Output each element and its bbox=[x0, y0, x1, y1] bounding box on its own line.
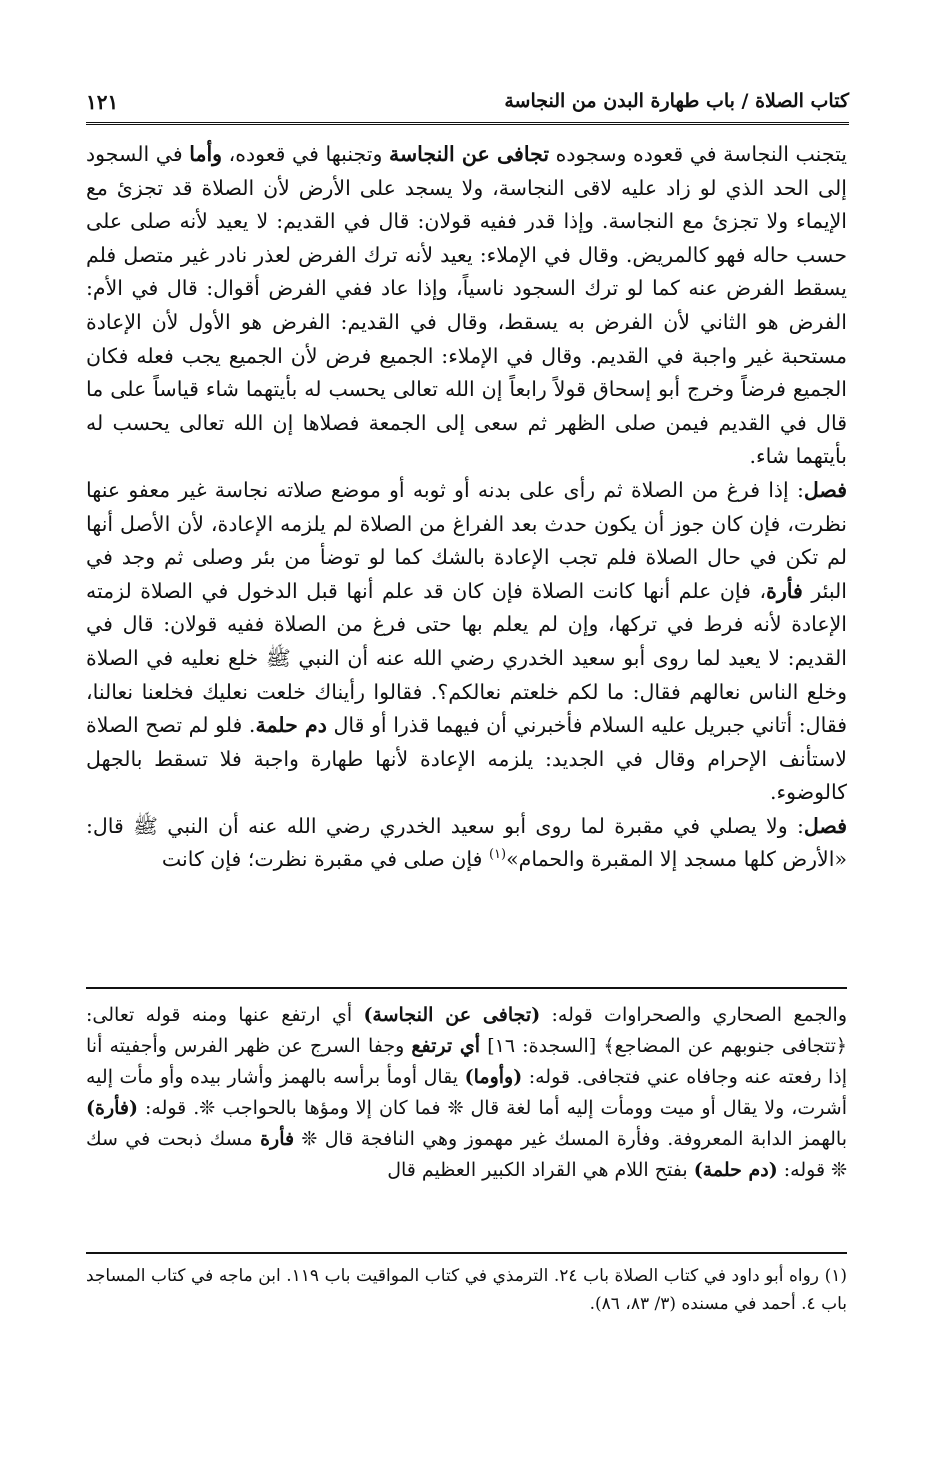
text-run: : إذا فرغ من الصلاة ثم رأى على بدنه أو ثوبه أو موضع صلاته نجاسة غير معفو عنها نظرت، فإن كان جوز أن يكون حدث بعد الفراغ من الصلاة لم يلزمه الإعادة، لأن الأصل أنها لم تكن في حال الصلاة فلم تجب الإعادة بالشك كما لو توضأ من بئر وصلى ثم وجد في البئر bbox=[86, 477, 847, 603]
footnote-text: رواه أبو داود في كتاب الصلاة باب ٢٤. الترمذي في كتاب المواقيت باب ١١٩. ابن ماجه في كتاب المساجد باب ٤. أحمد في مسنده (٣/ ٨٣، ٨٦). bbox=[86, 1266, 847, 1314]
bold-term: (دم حلمة) bbox=[693, 1159, 778, 1181]
text-run: مسك ذبحت في سك ❊ قوله: bbox=[86, 1128, 847, 1181]
page-number: ١٢١ bbox=[86, 90, 119, 114]
page-header bbox=[86, 86, 849, 122]
section-marker: فصل bbox=[803, 813, 847, 838]
footnote-number: (١) bbox=[824, 1266, 847, 1286]
text-run: ، فإن علم أنها كانت الصلاة فإن كان قد علم أنها قبل الدخول في الصلاة لزمته الإعادة لأنه فرط في تركها، وإن لم يعلم بها حتى فرغ من الصلاة ففيه قولان: قال في القديم: لا يعيد لما روى أبو سعيد الخدري رضي الله عنه أن النبي ﷺ خلع نعليه في الصلاة وخلع الناس نعالهم فقال: ما لكم خلعتم نعالكم؟. فقالوا رأيناك خلعت نعليك فخلعنا نعالنا، فقال: أتاني جبريل عليه السلام فأخبرني أن فيهما قذرا أو قال bbox=[86, 578, 847, 738]
paragraph-1 bbox=[86, 138, 847, 474]
bold-term: (تجافى عن النجاسة) bbox=[363, 1004, 541, 1026]
bold-term: أي ترتفع bbox=[411, 1035, 481, 1057]
bold-term: تجافى عن النجاسة bbox=[388, 142, 550, 166]
footnote-reference[interactable]: (١) bbox=[488, 847, 507, 863]
text-run: والجمع الصحاري والصحراوات قوله: bbox=[540, 1004, 847, 1026]
text-run: بفتح اللام هي القراد الكبير العظيم قال bbox=[387, 1159, 694, 1181]
footnotes bbox=[86, 1262, 847, 1318]
bold-term: فأرة bbox=[766, 578, 803, 603]
bold-term: دم حلمة bbox=[255, 713, 327, 738]
bold-term: (وأوما) bbox=[464, 1066, 523, 1088]
paragraph-3 bbox=[86, 810, 847, 877]
text-run: : ولا يصلي في مقبرة لما روى أبو سعيد الخدري رضي الله عنه أن النبي ﷺ قال: «الأرض كلها مسجد إلا المقبرة والحمام» bbox=[86, 813, 847, 872]
commentary-divider bbox=[86, 987, 847, 989]
commentary-notes bbox=[86, 1000, 847, 1186]
text-run: وتجنبها في قعوده، bbox=[222, 142, 389, 166]
text-run: يقال أومأ برأسه بالهمز وأشار بيده وأو مأت إليه أشرت، ولا يقال أو ميت وومأت إليه أما لغة قال ❊ فما كان إلا ومؤها بالحواجب ❊. قوله: bbox=[86, 1066, 847, 1119]
text-run: وجفا السرج عن ظهر الفرس وأجفيته أنا إذا رفعته عنه وجافاه عني فتجافى. قوله: bbox=[86, 1035, 847, 1088]
bold-term: وأما bbox=[189, 142, 223, 166]
section-marker: فصل bbox=[803, 477, 847, 502]
text-run: أي ارتفع عنها ومنه قوله تعالى: ﴿تتجافى جنوبهم عن المضاجع﴾ [السجدة: ١٦] bbox=[86, 1004, 847, 1057]
text-run: بالهمز الدابة المعروفة. وفأرة المسك غير مهموز وهي النافجة قال ❊ bbox=[294, 1128, 847, 1150]
commentary-paragraph bbox=[86, 1000, 847, 1186]
footnote-1 bbox=[86, 1262, 847, 1318]
text-run: في السجود إلى الحد الذي لو زاد عليه لاقى النجاسة، ولا يسجد على الأرض لأن الصلاة قد تجزئ مع الإيماء ولا تجزئ مع النجاسة. وإذا قدر ففيه قولان: قال في القديم: لا يعيد لأنه صلى على حسب حاله فهو كالمريض. وقال في الإملاء: يعيد لأنه ترك الفرض لعذر نادر غير متصل فلم يسقط الفرض عنه كما لو ترك السجود ناسياً، وإذا عاد ففي الفرض أقوال: قال في الأم: الفرض هو الثاني لأن الفرض به يسقط، وقال في القديم: الفرض هو الأول لأن الإعادة مستحبة غير واجبة في القديم. وقال في الإملاء: الجميع فرض لأن الجميع يجب فعله فكان الجميع فرضاً وخرج أبو إسحاق قولاً رابعاً إن الله تعالى يحسب له بأيتهما شاء قياساً على ما قال في القديم فيمن صلى الظهر ثم سعى إلى الجمعة فصلاها إن الله تعالى يحسب له بأيتهما شاء. bbox=[86, 142, 847, 469]
text-run: . فلو لم تصح الصلاة لاستأنف الإحرام وقال في الجديد: يلزمه الإعادة لأنها طهارة واجبة فلا تسقط بالجهل كالوضوء. bbox=[86, 713, 847, 805]
paragraph-2 bbox=[86, 474, 847, 810]
bold-term: فأرة bbox=[260, 1128, 295, 1150]
text-run: فإن صلى في مقبرة نظرت؛ فإن كانت bbox=[161, 847, 489, 872]
text-run: يتجنب النجاسة في قعوده وسجوده bbox=[549, 142, 847, 166]
main-text bbox=[86, 138, 847, 877]
footnote-divider bbox=[86, 1252, 847, 1254]
bold-term: (فأرة) bbox=[86, 1097, 138, 1119]
running-title: كتاب الصلاة / باب طهارة البدن من النجاسة bbox=[504, 90, 849, 112]
header-rule bbox=[86, 122, 849, 125]
